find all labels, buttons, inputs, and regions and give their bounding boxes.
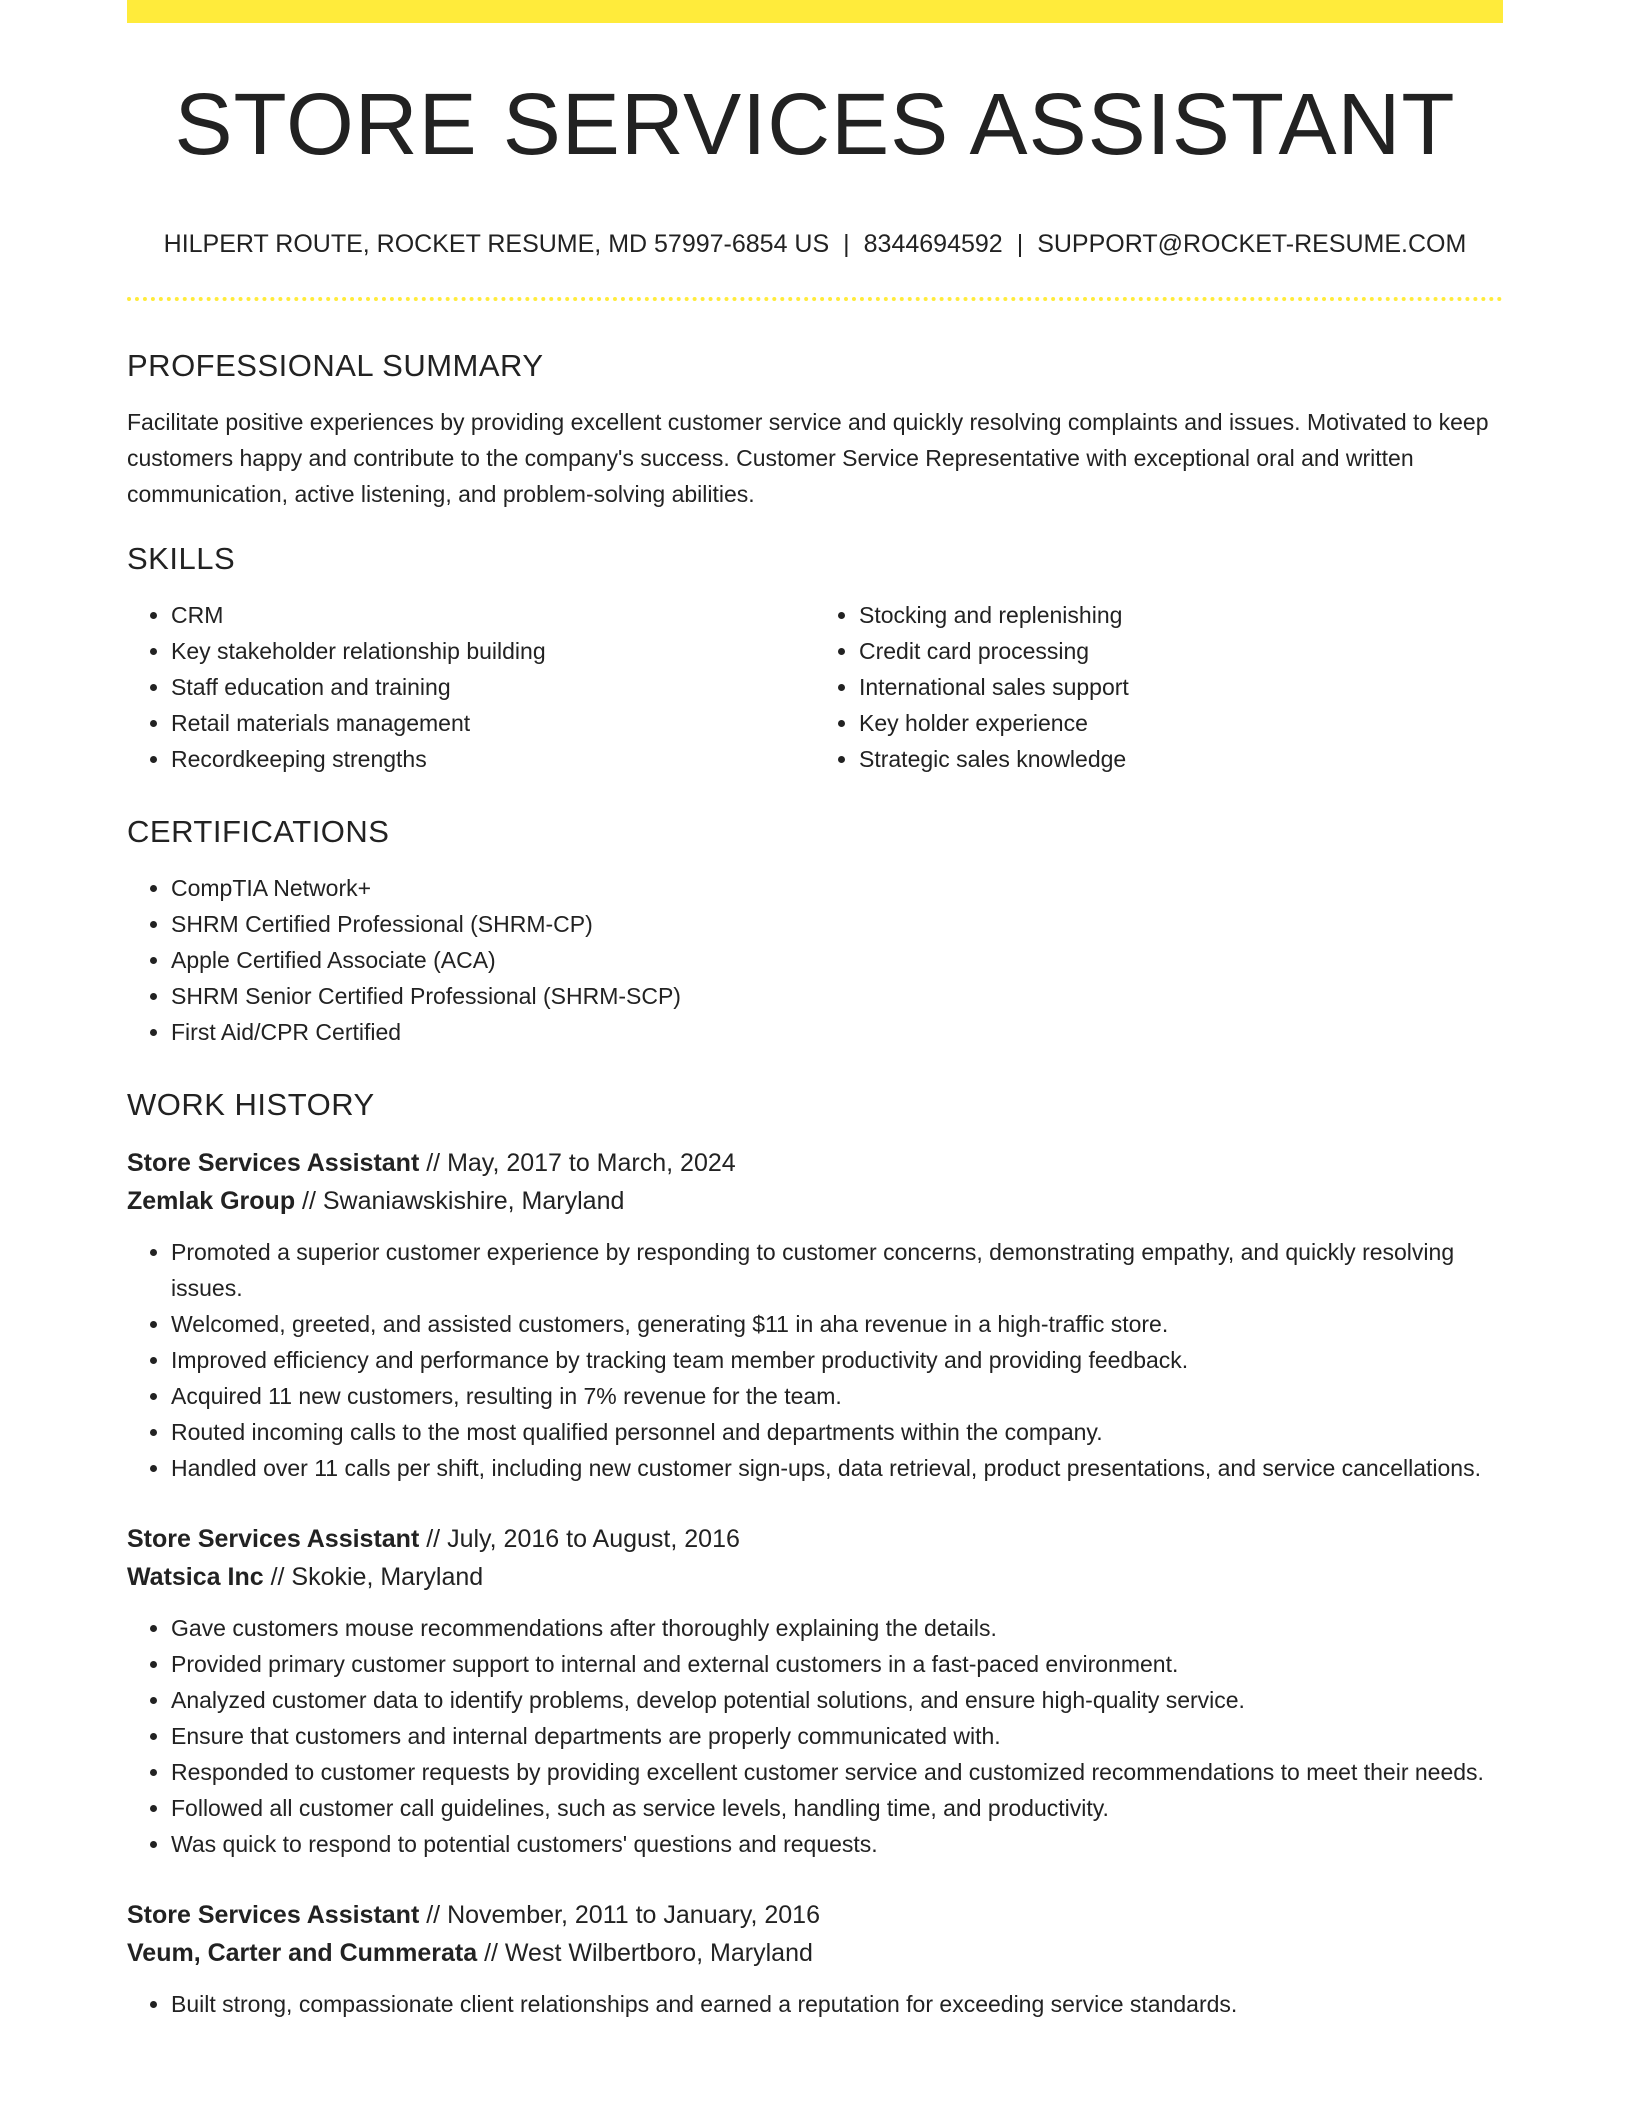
job-bullet: • Promoted a superior customer experience by responding to customer concerns, demonstrating empathy, and quickly resolving issues. [171,1234,1503,1306]
skills-heading: SKILLS [127,541,236,576]
dotted-divider [127,297,1503,301]
contact-separator: | [843,230,850,258]
certification-item: • SHRM Senior Certified Professional (SHRM-SCP) [171,978,1503,1014]
job-company: Zemlak Group [127,1187,296,1215]
work-history-heading: WORK HISTORY [127,1087,375,1122]
job-title-line [127,1144,1503,1182]
certification-item: • CompTIA Network+ [171,870,1503,906]
job-entry [127,1896,1503,2022]
job-company-line [127,1934,1503,1972]
summary-heading: PROFESSIONAL SUMMARY [127,348,544,383]
job-dates: // July, 2016 to August, 2016 [419,1525,740,1553]
job-bullet: • Followed all customer call guidelines, such as service levels, handling time, and productivity. [171,1790,1503,1826]
skill-item: • Retail materials management [171,705,815,741]
certification-item: • SHRM Certified Professional (SHRM-CP) [171,906,1503,942]
job-bullet: • Improved efficiency and performance by tracking team member productivity and providing feedback. [171,1342,1503,1378]
job-bullet: • Built strong, compassionate client relationships and earned a reputation for exceeding service standards. [171,1986,1503,2022]
job-bullet: • Welcomed, greeted, and assisted customers, generating $11 in aha revenue in a high-traffic store. [171,1306,1503,1342]
job-role: Store Services Assistant [127,1901,420,1929]
contact-address: HILPERT ROUTE, ROCKET RESUME, MD 57997-6854 US [163,230,830,258]
resume-name: STORE SERVICES ASSISTANT [174,76,1456,173]
job-bullet: • Analyzed customer data to identify problems, develop potential solutions, and ensure high-quality service. [171,1682,1503,1718]
job-bullet: • Ensure that customers and internal departments are properly communicated with. [171,1718,1503,1754]
resume-page [127,0,1503,2022]
job-bullet: • Acquired 11 new customers, resulting in 7% revenue for the team. [171,1378,1503,1414]
job-bullet: • Gave customers mouse recommendations after thoroughly explaining the details. [171,1610,1503,1646]
skill-item: • Key stakeholder relationship building [171,633,815,669]
job-role: Store Services Assistant [127,1149,420,1177]
skills-columns [127,597,1503,777]
job-location: // West Wilbertboro, Maryland [477,1939,813,1967]
job-location: // Skokie, Maryland [263,1563,484,1591]
skill-item: • Key holder experience [859,705,1503,741]
skills-right-list [815,597,1503,777]
job-company-line [127,1558,1503,1596]
skill-item: • Recordkeeping strengths [171,741,815,777]
job-bullets [127,1986,1503,2022]
job-dates: // May, 2017 to March, 2024 [419,1149,736,1177]
job-entry [127,1520,1503,1862]
skills-left-list [127,597,815,777]
job-entry [127,1144,1503,1486]
contact-separator: | [1016,230,1024,258]
job-bullet: • Routed incoming calls to the most qualified personnel and departments within the company. [171,1414,1503,1450]
accent-top-bar [127,0,1503,23]
job-role: Store Services Assistant [127,1525,420,1553]
skill-item: • CRM [171,597,815,633]
job-location: // Swaniawskishire, Maryland [295,1187,625,1215]
contact-line [127,232,1503,257]
job-title-line [127,1896,1503,1934]
contact-email: SUPPORT@ROCKET-RESUME.COM [1037,230,1467,258]
contact-phone: 8344694592 [863,230,1003,258]
job-bullet: • Was quick to respond to potential customers' questions and requests. [171,1826,1503,1862]
certifications-list [127,870,1503,1050]
skill-item: • Stocking and replenishing [859,597,1503,633]
job-dates: // November, 2011 to January, 2016 [419,1901,820,1929]
summary-text: Facilitate positive experiences by providing excellent customer service and quickly resolving complaints and issues. Motivated to keep customers happy and contribute to the company's success. Customer Service Representative with exceptional oral and written communication, active listening, and problem-solving abilities. [127,409,1489,507]
job-company-line [127,1182,1503,1220]
skill-item: • Strategic sales knowledge [859,741,1503,777]
job-company: Watsica Inc [127,1563,264,1591]
job-company: Veum, Carter and Cummerata [127,1939,478,1967]
certifications-heading: CERTIFICATIONS [127,814,390,849]
job-bullet: • Provided primary customer support to internal and external customers in a fast-paced environment. [171,1646,1503,1682]
job-title-line [127,1520,1503,1558]
skill-item: • Staff education and training [171,669,815,705]
certification-item: • First Aid/CPR Certified [171,1014,1503,1050]
skill-item: • International sales support [859,669,1503,705]
job-bullet: • Handled over 11 calls per shift, including new customer sign-ups, data retrieval, product presentations, and service cancellations. [171,1450,1503,1486]
job-bullets [127,1610,1503,1862]
skill-item: • Credit card processing [859,633,1503,669]
job-bullets [127,1234,1503,1486]
job-bullet: • Responded to customer requests by providing excellent customer service and customized recommendations to meet their needs. [171,1754,1503,1790]
certification-item: • Apple Certified Associate (ACA) [171,942,1503,978]
